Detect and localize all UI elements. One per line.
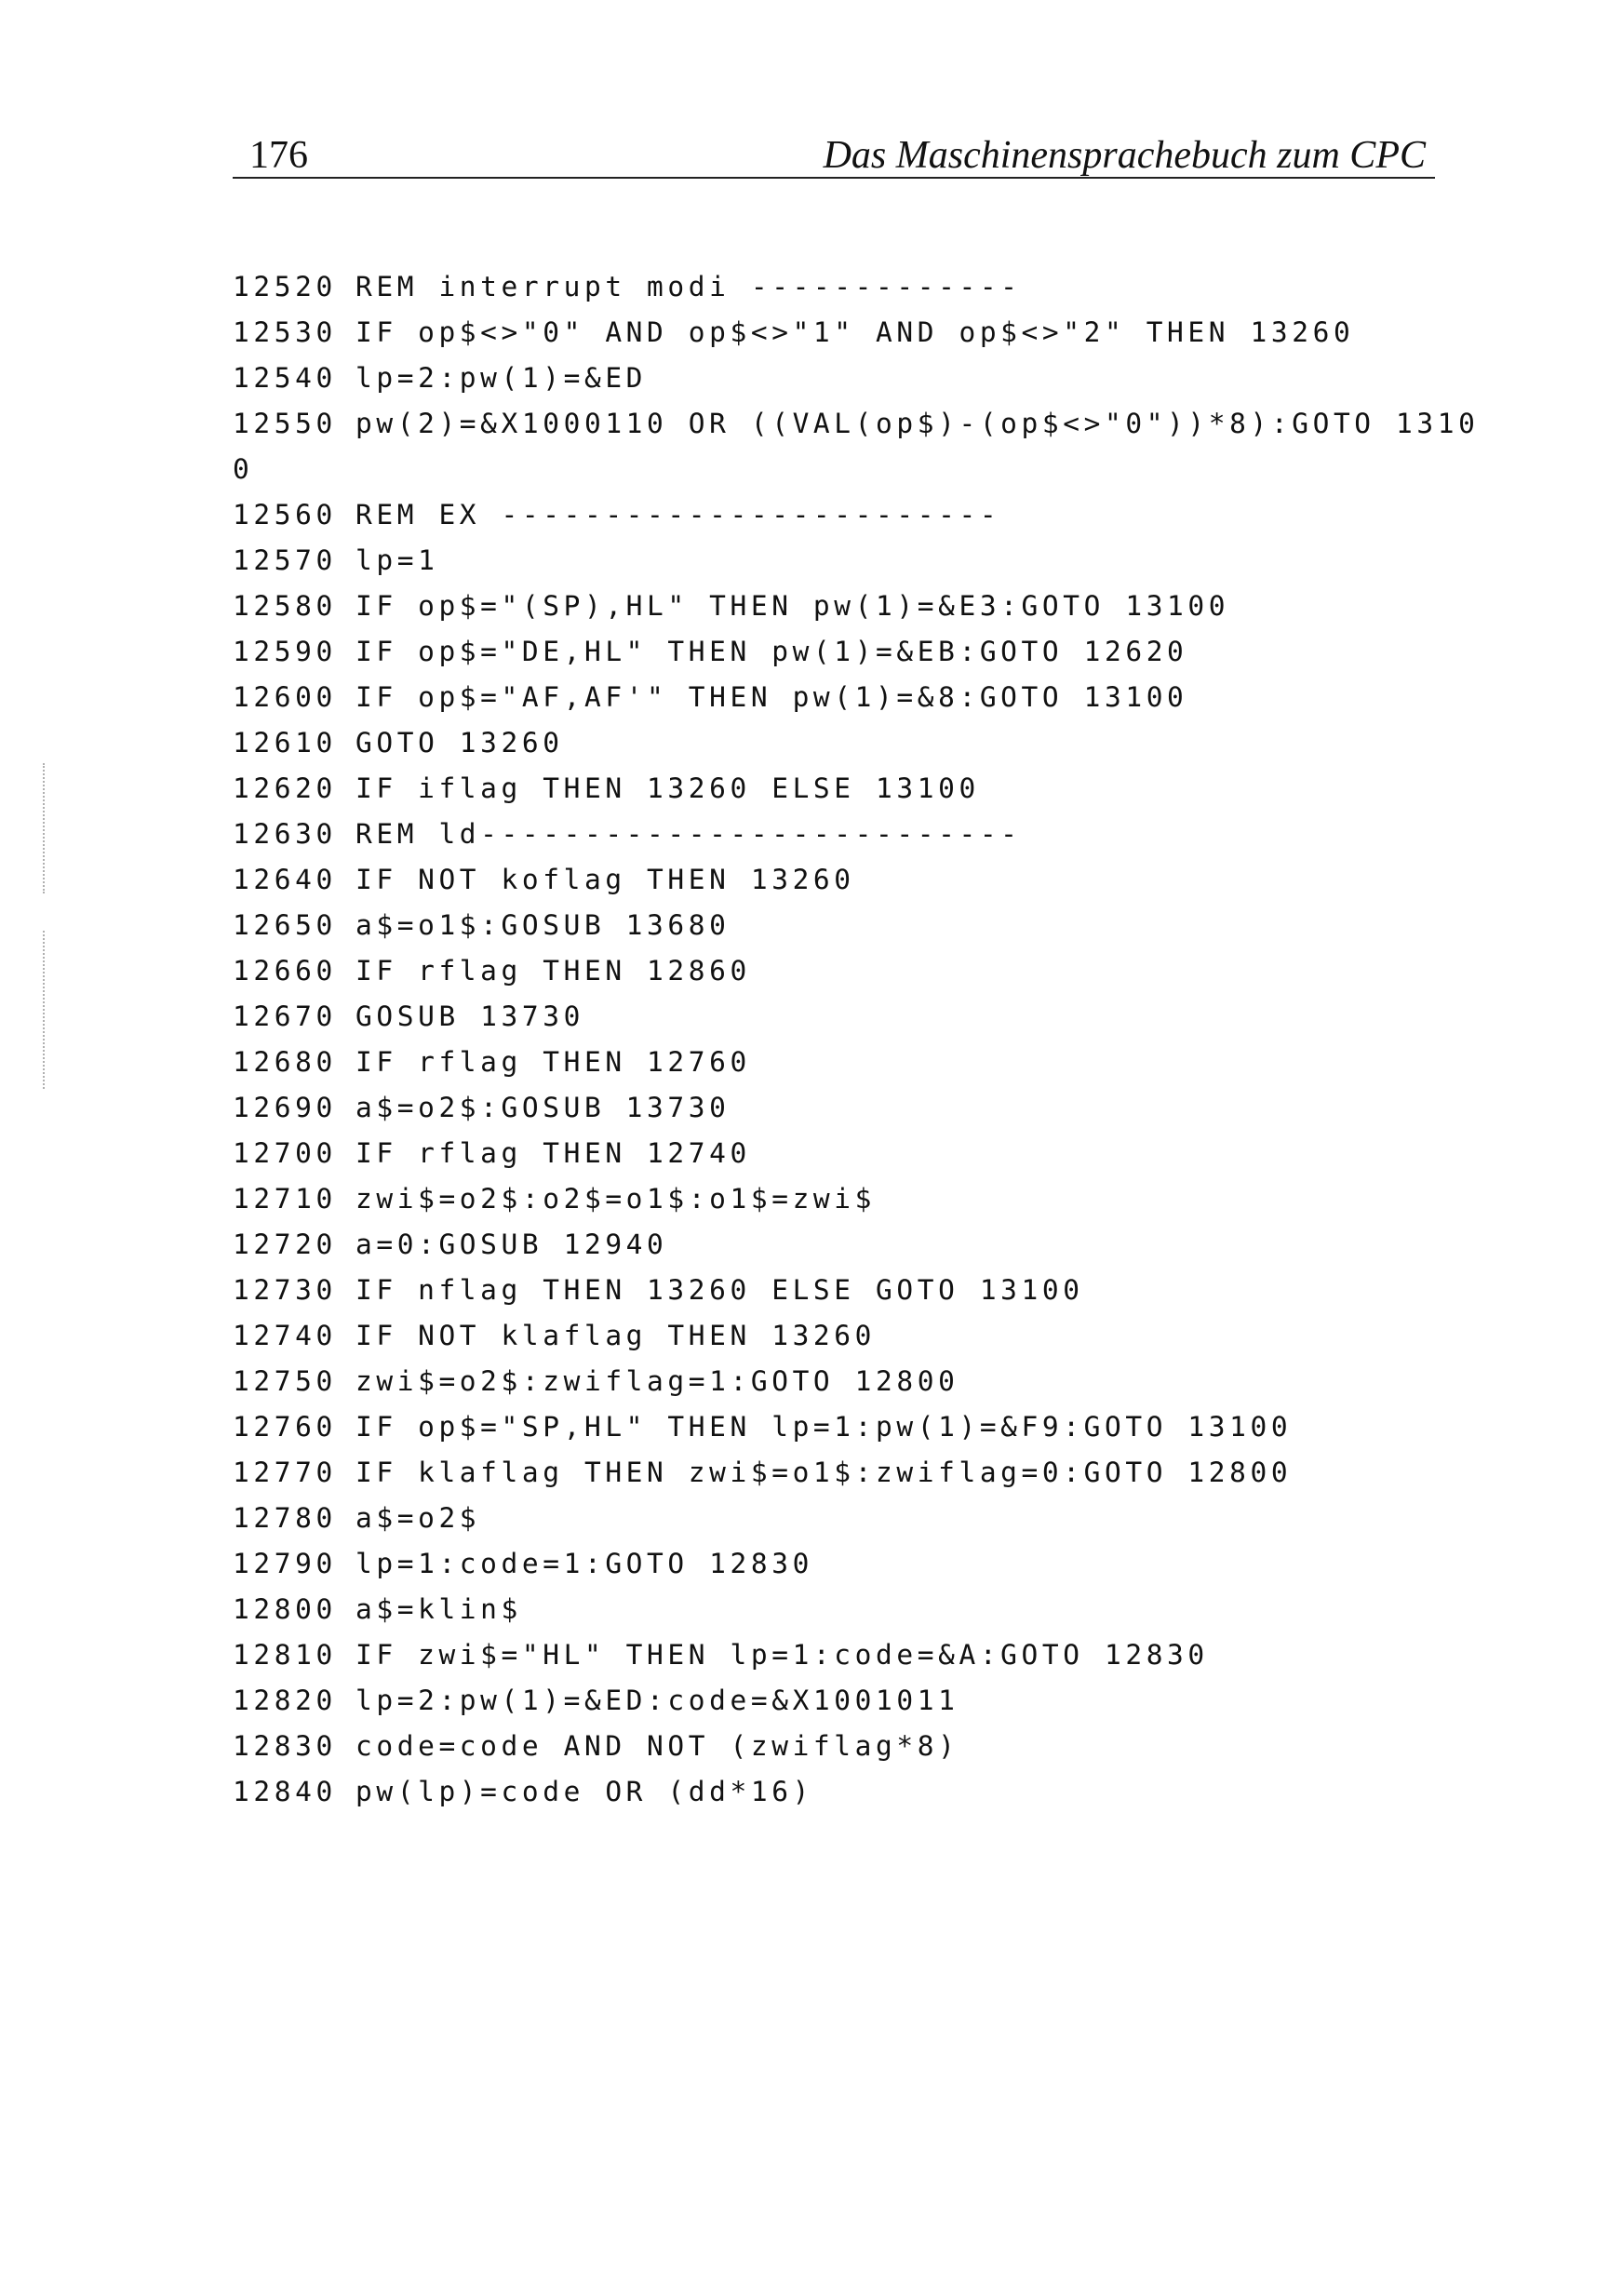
line-code: code=code AND NOT (zwiflag*8) — [355, 1730, 959, 1762]
line-number: 12790 — [233, 1548, 337, 1579]
line-code: IF rflag THEN 12860 — [355, 955, 751, 987]
line-code: IF rflag THEN 12740 — [355, 1137, 751, 1169]
line-number: 12840 — [233, 1776, 337, 1807]
line-code: IF nflag THEN 13260 ELSE GOTO 13100 — [355, 1274, 1084, 1306]
code-line — [233, 1632, 1461, 1678]
code-line — [233, 812, 1461, 857]
line-number: 12620 — [233, 772, 337, 804]
line-code: REM ld-------------------------- — [355, 818, 1022, 850]
line-number: 12640 — [233, 864, 337, 895]
code-line — [233, 356, 1461, 401]
line-number: 12540 — [233, 362, 337, 394]
line-number: 12710 — [233, 1183, 337, 1215]
code-line — [233, 492, 1461, 538]
margin-scan-dots — [43, 763, 48, 893]
code-line — [233, 1541, 1461, 1587]
code-line — [233, 401, 1480, 447]
line-number: 12700 — [233, 1137, 337, 1169]
line-code: lp=1 — [355, 544, 439, 576]
line-code: REM interrupt modi ------------- — [355, 271, 1022, 302]
code-line — [233, 1222, 1461, 1268]
line-number: 12780 — [233, 1502, 337, 1534]
line-code: pw(lp)=code OR (dd*16) — [355, 1776, 813, 1807]
code-line — [233, 675, 1461, 720]
code-line — [233, 1085, 1461, 1131]
code-line — [233, 903, 1461, 948]
code-line — [233, 1769, 1461, 1815]
line-number: 12730 — [233, 1274, 337, 1306]
line-code: lp=2:pw(1)=&ED — [355, 362, 648, 394]
line-code: pw(2)=&X1000110 OR ((VAL(op$)-(op$<>"0"))*8):GOTO 1310 — [355, 408, 1480, 439]
line-code: a$=o2$:GOSUB 13730 — [355, 1092, 731, 1123]
code-line — [233, 766, 1461, 812]
code-line — [233, 538, 1461, 584]
line-number: 12770 — [233, 1457, 337, 1488]
line-number: 12610 — [233, 727, 337, 759]
code-line — [233, 1040, 1461, 1085]
code-line — [233, 1404, 1461, 1450]
line-number: 12720 — [233, 1229, 337, 1260]
code-line-continuation — [233, 447, 1461, 492]
line-code: lp=2:pw(1)=&ED:code=&X1001011 — [355, 1685, 959, 1716]
line-number: 12750 — [233, 1365, 337, 1397]
line-code: IF op$<>"0" AND op$<>"1" AND op$<>"2" THEN 13260 — [355, 316, 1355, 348]
line-code: IF rflag THEN 12760 — [355, 1046, 751, 1078]
code-line — [233, 720, 1461, 766]
line-number: 12560 — [233, 499, 337, 530]
code-line — [233, 1724, 1461, 1769]
line-code: IF op$="DE,HL" THEN pw(1)=&EB:GOTO 12620 — [355, 636, 1188, 667]
code-line — [233, 1131, 1461, 1176]
line-number: 12660 — [233, 955, 337, 987]
line-number: 12630 — [233, 818, 337, 850]
line-number: 12820 — [233, 1685, 337, 1716]
line-code: IF zwi$="HL" THEN lp=1:code=&A:GOTO 12830 — [355, 1639, 1209, 1671]
line-code: a$=klin$ — [355, 1593, 522, 1625]
basic-listing — [233, 264, 1480, 1815]
code-line — [233, 948, 1461, 994]
page-number: 176 — [249, 134, 308, 177]
line-number: 12830 — [233, 1730, 337, 1762]
code-line — [233, 1678, 1461, 1724]
line-number: 12650 — [233, 909, 337, 941]
line-code: IF klaflag THEN zwi$=o1$:zwiflag=0:GOTO 12800 — [355, 1457, 1293, 1488]
line-number: 12590 — [233, 636, 337, 667]
line-number: 12680 — [233, 1046, 337, 1078]
code-line — [233, 857, 1461, 903]
code-line — [233, 1176, 1461, 1222]
code-line — [233, 1496, 1461, 1541]
line-code: IF op$="AF,AF'" THEN pw(1)=&8:GOTO 13100 — [355, 681, 1188, 713]
code-line — [233, 1313, 1461, 1359]
code-line — [233, 1359, 1461, 1404]
code-line — [233, 584, 1461, 629]
line-code: a$=o1$:GOSUB 13680 — [355, 909, 731, 941]
line-code: a=0:GOSUB 12940 — [355, 1229, 668, 1260]
line-code: REM EX ------------------------ — [355, 499, 1001, 530]
code-line — [233, 264, 1461, 310]
code-line — [233, 310, 1461, 356]
code-line — [233, 1587, 1461, 1632]
line-code: IF op$="SP,HL" THEN lp=1:pw(1)=&F9:GOTO 13100 — [355, 1411, 1293, 1443]
line-number: 12580 — [233, 590, 337, 622]
line-code: a$=o2$ — [355, 1502, 481, 1534]
line-number: 12600 — [233, 681, 337, 713]
line-code: IF iflag THEN 13260 ELSE 13100 — [355, 772, 980, 804]
page-header — [233, 123, 1435, 179]
line-number: 12570 — [233, 544, 337, 576]
line-code: zwi$=o2$:o2$=o1$:o1$=zwi$ — [355, 1183, 877, 1215]
line-code: IF NOT koflag THEN 13260 — [355, 864, 855, 895]
line-number: 12760 — [233, 1411, 337, 1443]
running-title: Das Maschinensprachebuch zum CPC — [823, 134, 1426, 177]
line-code: GOSUB 13730 — [355, 1000, 584, 1032]
margin-scan-dots — [43, 931, 48, 1089]
line-number: 12530 — [233, 316, 337, 348]
line-number: 12520 — [233, 271, 337, 302]
line-code: GOTO 13260 — [355, 727, 564, 759]
line-number: 12800 — [233, 1593, 337, 1625]
code-line — [233, 994, 1461, 1040]
line-code: 0 — [233, 453, 254, 485]
code-line — [233, 1268, 1461, 1313]
line-number: 12810 — [233, 1639, 337, 1671]
line-number: 12740 — [233, 1320, 337, 1351]
line-code: lp=1:code=1:GOTO 12830 — [355, 1548, 813, 1579]
line-code: IF op$="(SP),HL" THEN pw(1)=&E3:GOTO 13100 — [355, 590, 1230, 622]
line-code: IF NOT klaflag THEN 13260 — [355, 1320, 877, 1351]
line-number: 12550 — [233, 408, 337, 439]
line-number: 12690 — [233, 1092, 337, 1123]
code-line — [233, 1450, 1461, 1496]
line-number: 12670 — [233, 1000, 337, 1032]
line-code: zwi$=o2$:zwiflag=1:GOTO 12800 — [355, 1365, 959, 1397]
code-line — [233, 629, 1461, 675]
